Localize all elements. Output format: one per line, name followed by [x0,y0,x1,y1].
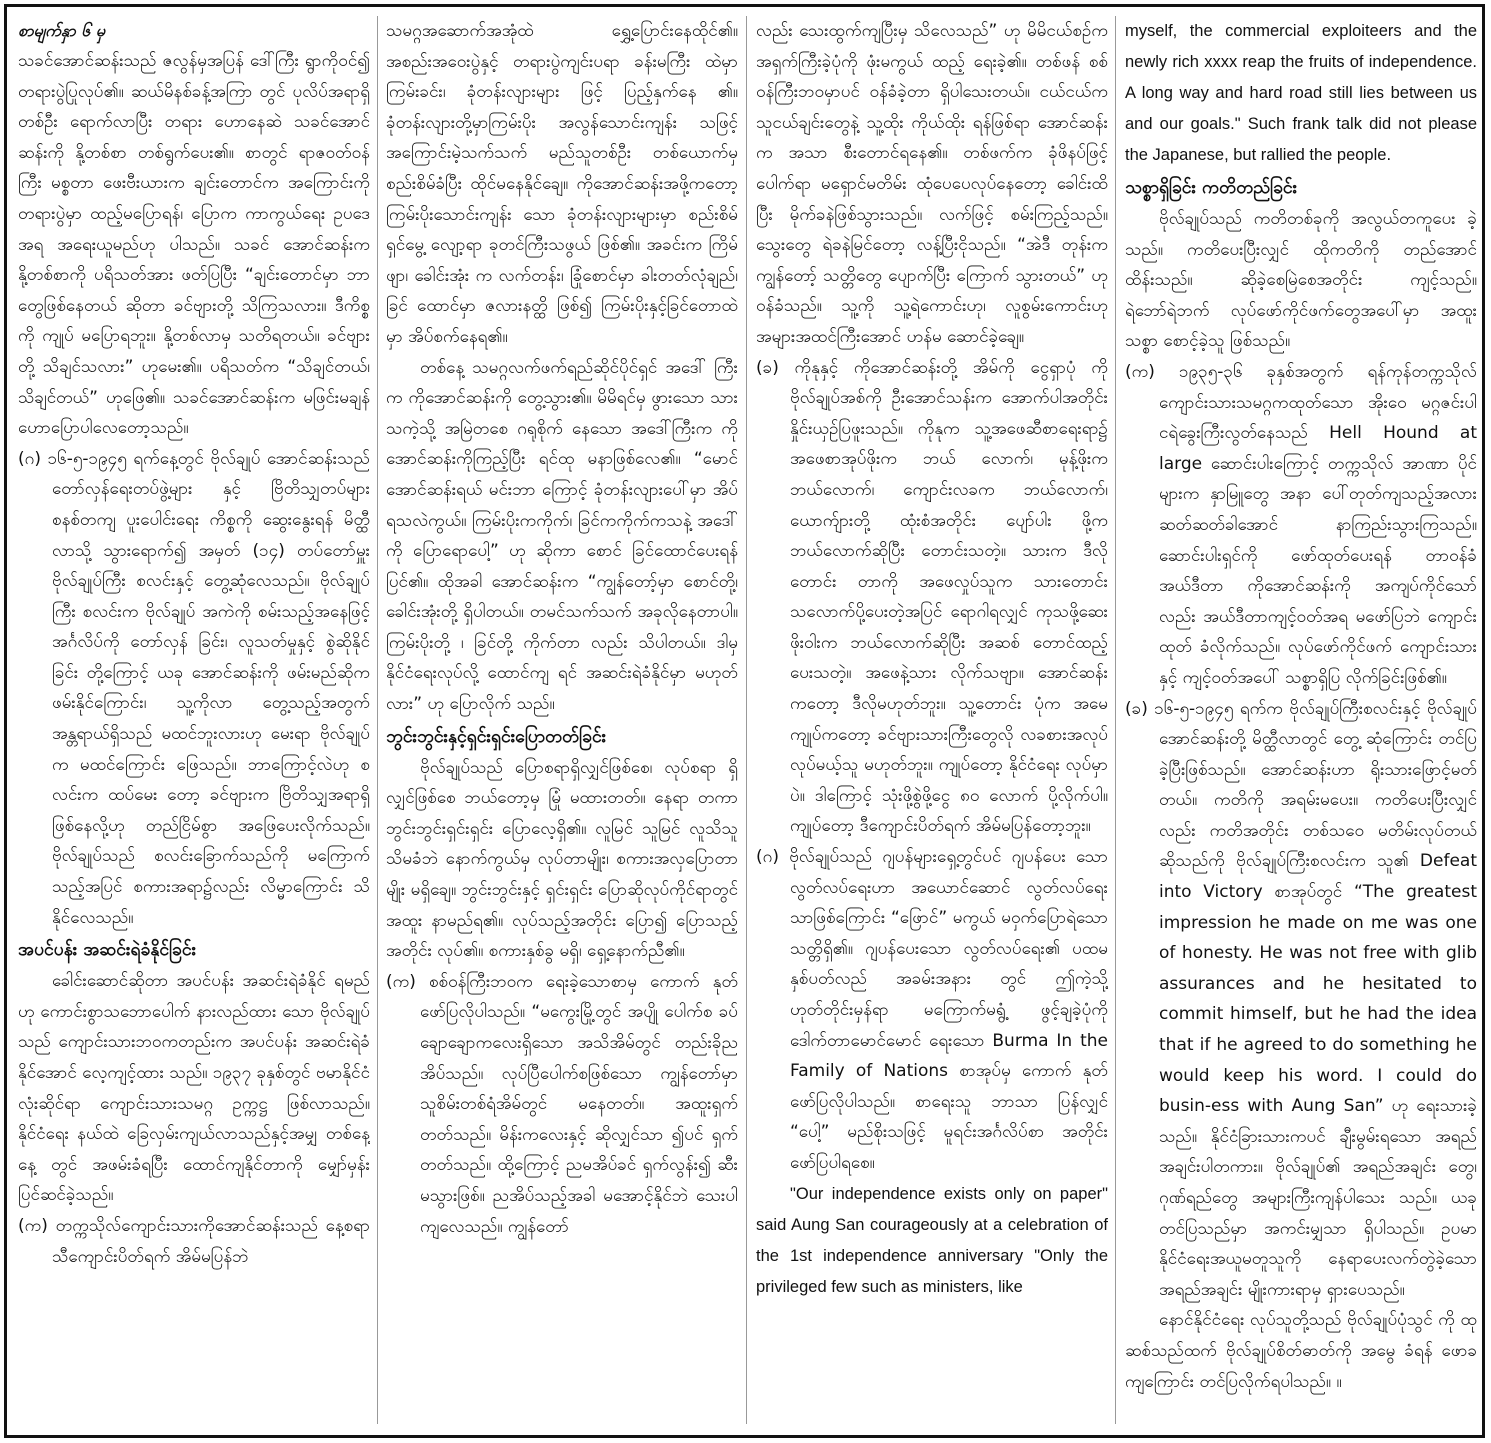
paragraph: နောင်နိုင်ငံရေး လုပ်သူတို့သည် ဗိုလ်ချုပ်ပုံသွင် ကို ထုဆစ်သည်ထက် ဗိုလ်ချုပ်စိတ်ဓာတ်ကို အမွေ ခံရန် ဖောခကျကြောင်း တင်ပြလိုက်ရပါသည်။ ။ [1125,1310,1477,1392]
list-paragraph: (ခ) ၁၆-၅-၁၉၄၅ ရက်က ဗိုလ်ချုပ်ကြီးစလင်းနှင့် ဗိုလ်ချုပ်အောင်ဆန်းတို့ မိတ္ထီလာတွင် တွေ့ ဆုံကြောင်း တင်ပြခဲ့ပြီးဖြစ်သည်။ အောင်ဆန်းဟာ ရိုးသားဖြောင့်မတ်တယ်။ ကတိကို အရမ်းမပေး။ ကတိပေးပြီးလျှင်လည်း ကတိအတိုင်း တစ်သဝေ မတိမ်းလုပ်တယ်ဆိုသည်ကို ဗိုလ်ချုပ်ကြီးစလင်းက သူ၏ Defeat into Victory စာအုပ်တွင် “The greatest impression he made on me was one of honesty. He was not free with glib assurances and he hesitated to commit himself, but he had the idea that if he agreed to do something he would keep his word. I could do busin-ess with Aung San” ဟု ရေးသားခဲ့သည်။ နိုင်ငံခြားသားကပင် ချီးမွမ်းရသော အရည် အချင်းပါတကား။ ဗိုလ်ချုပ်၏ အရည်အချင်း တွေ၊ ဂုဏ်ရည်တွေ အများကြီးကျန်ပါသေး သည်။ ယခုတင်ပြသည်မှာ အကင်းမျှသာ ရှိပါသည်။ ဥပမာ နိုင်ငံရေးအယူမတူသူကို နေရာပေးလက်တွဲခဲ့သော အရည်အချင်း မျိုးကားရာမှ ရှားပေသည်။ [1125,698,1477,1300]
list-paragraph: (ခ) ကိုနုနှင့် ကိုအောင်ဆန်းတို့ အိမ်ကို ငွေရှာပုံ ကို ဗိုလ်ချုပ်အစ်ကို ဦးအောင်သန်းက အောက်ပါအတိုင်း နှိုင်းယှဉ်ပြဖူးသည်။ ကိုနုက သူ့အဖေဆီစာရေးရာ၌ အဖေစာအုပ်ဖိုးက ဘယ် လောက်၊ မုန့်ဖိုးက ဘယ်လောက်၊ ကျောင်းလခက ဘယ်လောက်၊ ယောက်ျားတို့ ထုံးစံအတိုင်း ပျော်ပါး ဖို့က ဘယ်လောက်ဆိုပြီး တောင်းသတဲ့။ သားက ဒီလိုတောင်း တာကို အဖေလှုပ်သူက သားတောင်း သလောက်ပို့ပေးတဲ့အပြင် ရောဂါရလျှင် ကုသဖို့ဆေးဖိုးဝါးက ဘယ်လောက်ဆိုပြီး အဆစ် တောင်ထည့်ပေးသတဲ့။ အဖေနဲ့သား လိုက်သဗျာ။ အောင်ဆန်းကတော့ ဒီလိုမဟုတ်ဘူး။ သူ့တောင်း ပုံက အမေကျုပ်ကတော့ ခင်ဗျားသားကြီးတွေလို လခစားအလုပ် လုပ်မယ့်သူ မဟုတ်ဘူး။ ကျုပ်တော့ နိုင်ငံရေး လုပ်မှာပဲ။ ဒါကြောင့် သုံးဖို့စွဲဖို့ငွေ ၈၀ လောက် ပို့လိုက်ပါ။ ကျုပ်တော့ ဒီကျောင်းပိတ်ရက် အိမ်မပြန်တော့ဘူး။ [756,357,1108,837]
paragraph: လည်း သေးထွက်ကျပြီးမှ သိလေသည်” ဟု မိမိငယ်စဉ်က အရှက်ကြီးခဲ့ပုံကို ဖုံးမကွယ် ထည့် ရေးခဲ့၏။ တစ်ဖန် စစ်ဝန်ကြီးဘဝမှာပင် ဝန်ခံခဲ့တာ ရှိပါသေးတယ်။ ငယ်ငယ်က သူငယ်ချင်းတွေနဲ့ သူ့ထိုး ကိုယ်ထိုး ရန်ဖြစ်ရာ အောင်ဆန်းက အသာ စီးတောင်ရနေ၏။ တစ်ဖက်က ခုံဖိနပ်ဖြင့် ပေါက်ရာ မရှောင်မတိမ်း ထုံပေပေလုပ်နေတော့ ခေါင်းထိပြီး မိုက်ခနဲဖြစ်သွားသည်။ လက်ဖြင့် စမ်းကြည့်သည်။ သွေးတွေ ရဲခနဲမြင်တော့ လန့်ပြီးငိုသည်။ “အဲဒီ တုန်းက ကျွန်တော့် သတ္တိတွေ ပျောက်ပြီး ကြောက် သွားတယ်” ဟု ဝန်ခံသည်။ သူ့ကို သူ့ရဲကောင်းဟု၊ လူစွမ်းကောင်းဟု အများအထင်ကြီးအောင် ဟန်မ ဆောင်ခဲ့ချေ။ [756,21,1108,347]
paragraph: သခင်အောင်ဆန်းသည် ဇလွန်မှအပြန် ဒေါ်ကြီး ရွာကိုဝင်၍ တရားပွဲပြုလုပ်၏။ ဆယ်မိနစ်ခန့်အကြာ တွင် ပုလိပ်အရာရှိတစ်ဦး ရောက်လာပြီး တရား ဟောနေဆဲ သခင်အောင်ဆန်းကို နို့တစ်စာ တစ်ရွက်ပေး၏။ စာတွင် ရာဇဝတ်ဝန်ကြီး မစ္စတာ ဖေးဗီးယားက ချင်းတောင်က အကြောင်းကို တရားပွဲမှာ ထည့်မပြောရန်၊ ပြောက ကာကွယ်ရေး ဥပဒေအရ အရေးယူမည်ဟု ပါသည်။ သခင် အောင်ဆန်းက နို့တစ်စာကို ပရိသတ်အား ဖတ်ပြပြီး “ချင်းတောင်မှာ ဘာတွေဖြစ်နေတယ် ဆိုတာ ခင်ဗျားတို့ သိကြသလား။ ဒီကိစ္စကို ကျုပ် မပြောရဘူး။ နို့တစ်လာမှ သတိရတယ်။ ခင်ဗျားတို့ သိချင်သလား” ဟုမေး၏။ ပရိသတ်က “သိချင်တယ်၊ သိချင်တယ်” ဟုဖြေ၏။ သခင်အောင်ဆန်းက မဖြင်းမချန် ဟောပြောပါလေတော့သည်။ [18,51,370,439]
list-paragraph: (ဂ) ၁၆-၅-၁၉၄၅ ရက်နေ့တွင် ဗိုလ်ချုပ် အောင်ဆန်းသည် တော်လှန်ရေးတပ်ဖွဲ့များ နှင့် ဗြိတိသျှတပ်များ စနစ်တကျ ပူးပေါင်းရေး ကိစ္စကို ဆွေးနွေးရန် မိတ္ထီလာသို့ သွားရောက်၍ အမှတ် (၁၄) တပ်တော်မှူး ဗိုလ်ချုပ်ကြီး စလင်းနှင့် တွေ့ဆုံလေသည်။ ဗိုလ်ချုပ်ကြီး စလင်းက ဗိုလ်ချုပ် အကဲကို စမ်းသည့်အနေဖြင့် အင်္ဂလိပ်ကို တော်လှန် ခြင်း၊ လူသတ်မှုနှင့် စွဲဆိုနိုင်ခြင်း တို့ကြောင့် ယခု အောင်ဆန်းကို ဖမ်းမည်ဆိုက ဖမ်းနိုင်ကြောင်း၊ သူ့ကိုလာ တွေ့သည့်အတွက် အန္တရာယ်ရှိသည် မထင်ဘူးလားဟု မေးရာ ဗိုလ်ချုပ်က မထင်ကြောင်း ဖြေသည်။ ဘာကြောင့်လဲဟု စလင်းက ထပ်မေး တော့ ခင်ဗျားက ဗြိတိသျှအရာရှိ ဖြစ်နေလို့ဟု တည်ငြိမ်စွာ အဖြေပေးလိုက်သည်။ ဗိုလ်ချုပ်သည် စလင်းခြောက်သည်ကို မကြောက်သည့်အပြင် စကားအရာ၌လည်း လိမ္မာကြောင်း သိနိုင်လေသည်။ [18,448,370,928]
column-1 [18,16,370,1424]
section-heading: သစ္စာရှိခြင်း ကတိတည်ခြင်း [1125,178,1298,198]
column-4 [1125,16,1477,1424]
list-paragraph: (ဂ) ဗိုလ်ချုပ်သည် ဂျပန်များရှေ့တွင်ပင် ဂျပန်ပေး သော လွတ်လပ်ရေးဟာ အယောင်ဆောင် လွတ်လပ်ရေးသာဖြစ်ကြောင်း “ဖြောင်” မကွယ် မဝှက်ပြောရဲသော သတ္တိရှိ၏။ ဂျပန်ပေးသော လွတ်လပ်ရေး၏ ပထမနှစ်ပတ်လည် အခမ်းအနား တွင် ဤကဲ့သို့ ဟုတ်တိုင်းမှန်ရာ မကြောက်မရွံ့ ဖွင့်ချခဲ့ပုံကို ဒေါက်တာမောင်မောင် ရေးသော Burma In the Family of Nations စာအုပ်မှ ကောက် နုတ်ဖော်ပြလိုပါသည်။ စာရေးသူ ဘာသာ ပြန်လျှင် “ပေါ့” မည်စိုးသဖြင့် မူရင်းအင်္ဂလိပ်စာ အတိုင်း ဖော်ပြပါရစေ။ [756,847,1108,1173]
section-heading: ဘွင်းဘွင်းနှင့်ရှင်းရှင်းပြောတတ်ခြင်း [386,726,607,747]
paragraph: တစ်နေ့ သမဂ္ဂလက်ဖက်ရည်ဆိုင်ပိုင်ရှင် အဒေါ် ကြီးက ကိုအောင်ဆန်းကို တွေ့သွား၏။ မိမိရင်မှ ဖွားသော သားသကဲ့သို့ အမြဲတစေ ဂရုစိုက် နေသော အဒေါ်ကြီးက ကိုအောင်ဆန်းကိုကြည့်ပြီး ရင်ထု မနာဖြစ်လေ၏။ “မောင်အောင်ဆန်းရယ် မင်းဘာ ကြောင့် ခုံတန်းလျားပေါ်မှာ အိပ်ရသလဲကွယ်။ ကြမ်းပိုးကကိုက်၊ ခြင်ကကိုက်ကသနဲ့ အဒေါ်ကို ပြောရောပေါ့” ဟု ဆိုကာ စောင် ခြင်ထောင်ပေးရန် ပြင်၏။ ထိုအခါ အောင်ဆန်းက “ကျွန်တော့်မှာ စောင်တို့၊ ခေါင်းအုံးတို့ ရှိပါတယ်။ တမင်သက်သက် အခုလိုနေတာပါ။ ကြမ်းပိုးတို့ ၊ ခြင်တို့ ကိုက်တာ လည်း သိပါတယ်။ ဒါမှ နိုင်ငံရေးလုပ်လို့ ထောင်ကျ ရင် အဆင်းရဲခံနိုင်မှာ မဟုတ်လား” ဟု ပြောလိုက် သည်။ [386,357,738,715]
section-heading: အပင်ပန်း အဆင်းရဲခံနိုင်ခြင်း [18,940,197,961]
column-rule [746,16,747,1424]
english-paragraph: myself, the commercial exploiteers and the newly rich xxxx reap the fruits of independence. A long way and hard road still lies between us and our goals." Such frank talk did not please the Japanese, but rallied the people. [1125,22,1477,164]
paragraph: ခေါင်းဆောင်ဆိုတာ အပင်ပန်း အဆင်းရဲခံနိုင် ရမည်ဟု ကောင်းစွာသဘောပေါက် နားလည်ထား သော ဗိုလ်ချုပ်သည် ကျောင်းသားဘဝကတည်းက အပင်ပန်း အဆင်းရဲခံနိုင်အောင် လေ့ကျင့်ထား သည်။ ၁၉၃၇ ခုနှစ်တွင် ဗမာနိုင်ငံလုံးဆိုင်ရာ ကျောင်းသားသမဂ္ဂ ဥက္ကဋ္ဌ ဖြစ်လာသည်။ နိုင်ငံရေး နယ်ထဲ ခြေလှမ်းကျယ်လာသည်နှင့်အမျှ တစ်နေ့နေ့ တွင် အဖမ်းခံရပြီး ထောင်ကျနိုင်တာကို မျှော်မှန်း ပြင်ဆင်ခဲ့သည်။ [18,971,370,1206]
page-header: စာမျက်နှာ ၆ မှ [18,21,106,40]
column-3 [756,16,1108,1424]
paragraph: ဗိုလ်ချုပ်သည် ပြောစရာရှိလျှင်ဖြစ်စေ၊ လုပ်စရာ ရှိလျှင်ဖြစ်စေ ဘယ်တော့မှ မြုံ မထားတတ်။ နေရာ တကာ ဘွင်းဘွင်းရှင်းရှင်း ပြောလေ့ရှိ၏။ လူမြင် သူမြင် လူသိသူသိမခံဘဲ နောက်ကွယ်မှ လုပ်တာမျိုး၊ စကားအလှပြောတာမျိုး မရှိချေ။ ဘွင်းဘွင်းနှင့် ရှင်းရှင်း ပြောဆိုလုပ်ကိုင်ရာတွင် အထူး နာမည်ရ၏။ လုပ်သည့်အတိုင်း ပြော၍ ပြောသည့်အတိုင်း လုပ်၏။ စကားနှစ်ခွ မရှိ၊ ရှေ့နောက်ညီ၏။ [386,757,738,962]
paragraph: ဗိုလ်ချုပ်သည် ကတိတစ်ခုကို အလွယ်တကူပေး ခဲ့သည်။ ကတိပေးပြီးလျှင် ထိုကတိကို တည်အောင် ထိန်းသည်။ ဆိုခဲ့စေမြဲစေအတိုင်း ကျင့်သည်။ ရဲဘော်ရဲဘက် လုပ်ဖော်ကိုင်ဖက်တွေအပေါ်မှာ အထူးသစ္စာ စောင့်ခဲ့သူ ဖြစ်သည်။ [1125,209,1477,352]
column-rule [377,16,378,1424]
list-paragraph: (က) စစ်ဝန်ကြီးဘဝက ရေးခဲ့သောစာမှ ကောက် နုတ်ဖော်ပြလိုပါသည်။ “မကွေးမြို့တွင် အပျို ပေါက်စ ခပ်ချောချောကလေးရှိသော အသိအိမ်တွင် တည်းခိုညအိပ်သည်။ လုပ်ပြီပေါက်စဖြစ်သော ကျွန်တော်မှာ သူစိမ်းတစ်ရံအိမ်တွင် မနေတတ်။ အထူးရှက်တတ်သည်။ မိန်းကလေးနှင့် ဆိုလျှင်သာ ၍ပင် ရှက်တတ်သည်။ ထို့ကြောင့် ညမအိပ်ခင် ရှက်လွန်း၍ ဆီးမသွားဖြစ်။ ညအိပ်သည့်အခါ မအောင့်နိုင်ဘဲ သေးပါကျလေသည်။ ကျွန်တော် [386,971,738,1237]
column-2 [386,16,738,1424]
list-paragraph: (က) ၁၉၃၅-၃၆ ခုနှစ်အတွက် ရန်ကုန်တက္ကသိုလ် ကျောင်းသားသမဂ္ဂကထုတ်သော အိုးဝေ မဂ္ဂဇင်းပါ ငရဲခွေးကြီးလွတ်နေသည် Hell Hound at large ဆောင်းပါးကြောင့် တက္ကသိုလ် အာဏာ ပိုင်များက နှာမြူတွေ အနာ ပေါ်တုတ်ကျသည့်အလား ဆတ်ဆတ်ခါအောင် နာကြည်းသွားကြသည်။ ဆောင်းပါးရှင်ကို ဖော်ထုတ်ပေးရန် တာဝန်ခံ အယ်ဒီတာ ကိုအောင်ဆန်းကို အကျပ်ကိုင်သော် လည်း အယ်ဒီတာကျင့်ဝတ်အရ မဖော်ပြဘဲ ကျောင်းထုတ် ခံလိုက်သည်။ လုပ်ဖော်ကိုင်ဖက် ကျောင်းသားနှင့် ကျင့်ဝတ်အပေါ် သစ္စာရှိပြ လိုက်ခြင်းဖြစ်၏။ [1125,361,1477,688]
column-rule [1115,16,1116,1424]
list-paragraph: (က) တက္ကသိုလ်ကျောင်းသားကိုအောင်ဆန်းသည် နေ့စရာသီကျောင်းပိတ်ရက် အိမ်မပြန်ဘဲ [18,1215,370,1267]
english-paragraph: "Our independence exists only on paper" said Aung San courageously at a celebration of the 1st independence anniversary "Only the privileged few such as ministers, like [756,1184,1108,1296]
paragraph: သမဂ္ဂအဆောက်အအုံထဲ ရွှေ့ပြောင်းနေထိုင်၏။ အစည်းအဝေးပွဲနှင့် တရားပွဲကျင်းပရာ ခန်းမကြီး ထဲမှာ ကြမ်းခင်း၊ ခုံတန်းလျားများ ဖြင့် ပြည့်နှက်နေ ၏။ ခုံတန်းလျားတို့မှာကြမ်းပိုး အလွန်သောင်းကျန်း သဖြင့် အကြောင်းမဲ့သက်သက် မည်သူတစ်ဦး တစ်ယောက်မှ စည်းစိမ်ခံပြီး ထိုင်မနေနိုင်ချေ။ ကိုအောင်ဆန်းအဖို့ကတော့ ကြမ်းပိုးသောင်းကျန်း သော ခုံတန်းလျားများမှာ စည်းစိမ်ရှင်မွေ့ လျော့ရာ ခုတင်ကြီးသဖွယ် ဖြစ်၏။ အခင်းက ကြိမ်ဖျာ၊ ခေါင်းအုံး က လက်တန်း၊ ခြုံစောင်မှာ ခါးတတ်လုံချည်၊ ခြင် ထောင်မှာ ဇလားနတ္ထိ ဖြစ်၍ ကြမ်းပိုးနှင့်ခြင်တောထဲ မှာ အိပ်စက်နေရ၏။ [386,21,738,347]
